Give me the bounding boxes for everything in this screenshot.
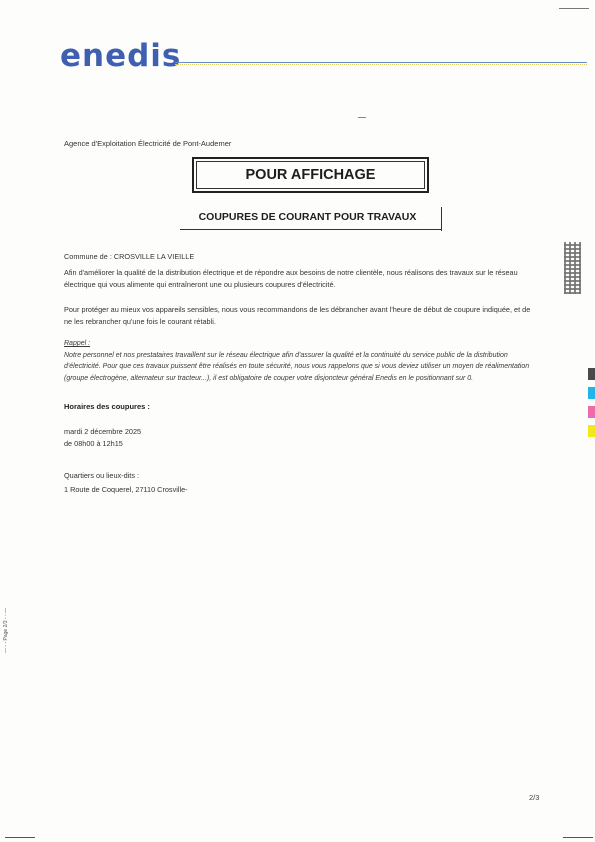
enedis-logo: enedis xyxy=(60,38,182,74)
color-swatch-magenta xyxy=(588,406,595,418)
reminder-block xyxy=(64,338,540,384)
intro-paragraph: Afin d'améliorer la qualité de la distribution électrique et de répondre aux besoins de notre clientèle, nous réalisons des travaux sur le réseau électrique qui vous alimente qui entraîneront une ou plusieurs coupures d'électricité. xyxy=(64,268,518,289)
logo-divider xyxy=(175,62,587,63)
notice-title-box xyxy=(192,157,429,193)
scan-mark xyxy=(358,117,366,118)
schedule-slot xyxy=(64,426,540,449)
scan-edge-mark-bottom-left xyxy=(5,837,35,838)
color-swatch-yellow xyxy=(588,425,595,437)
margin-scan-text: — - - Page 2/3 - - — xyxy=(3,607,9,653)
subtitle-side-bar xyxy=(441,207,442,231)
areas-label: Quartiers ou lieux-dits : xyxy=(64,471,140,480)
scan-edge-mark-bottom-right xyxy=(563,837,593,838)
agency-name: Agence d'Exploitation Électricité de Pont-Audemer xyxy=(64,139,232,148)
protection-paragraph: Pour protéger au mieux vos appareils sensibles, nous vous recommandons de les débrancher avant l'heure de début de coupure indiquée, et de ne les rebrancher qu'une fois le courant rétabli. xyxy=(64,305,531,326)
logo-dotted-divider xyxy=(175,64,587,65)
page-number: 2/3 xyxy=(529,793,540,802)
schedule-date: mardi 2 décembre 2025 xyxy=(64,427,142,436)
schedule-time: de 08h00 à 12h15 xyxy=(64,438,123,448)
schedule-label: Horaires des coupures : xyxy=(64,402,150,411)
reminder-text: Notre personnel et nos prestataires travaillent sur le réseau électrique afin d'assurer la qualité et la continuité du service public de la distribution d'électricité. Pour que ces travaux puissent être réalisés en toute sécurité, nous vous rappelons que si vous deviez utiliser un moyen de réalimentation (groupe électrogène, alternateur sur tracteur...), il est obligatoire de couper votre disjoncteur général Enedis en le positionnant sur 0. xyxy=(64,351,530,382)
scan-edge-mark xyxy=(559,8,589,9)
notice-subtitle: COUPURES DE COURANT POUR TRAVAUX xyxy=(198,211,417,223)
affected-address: 1 Route de Coquerel, 27110 Crosville- xyxy=(64,485,188,494)
datamatrix-code xyxy=(564,242,581,294)
subtitle-underline xyxy=(180,229,442,230)
reminder-title: Rappel : xyxy=(64,340,91,347)
notice-title: POUR AFFICHAGE xyxy=(245,167,376,183)
commune-line: Commune de : CROSVILLE LA VIEILLE xyxy=(64,252,195,261)
color-swatch-black xyxy=(588,368,595,380)
color-swatch-cyan xyxy=(588,387,595,399)
